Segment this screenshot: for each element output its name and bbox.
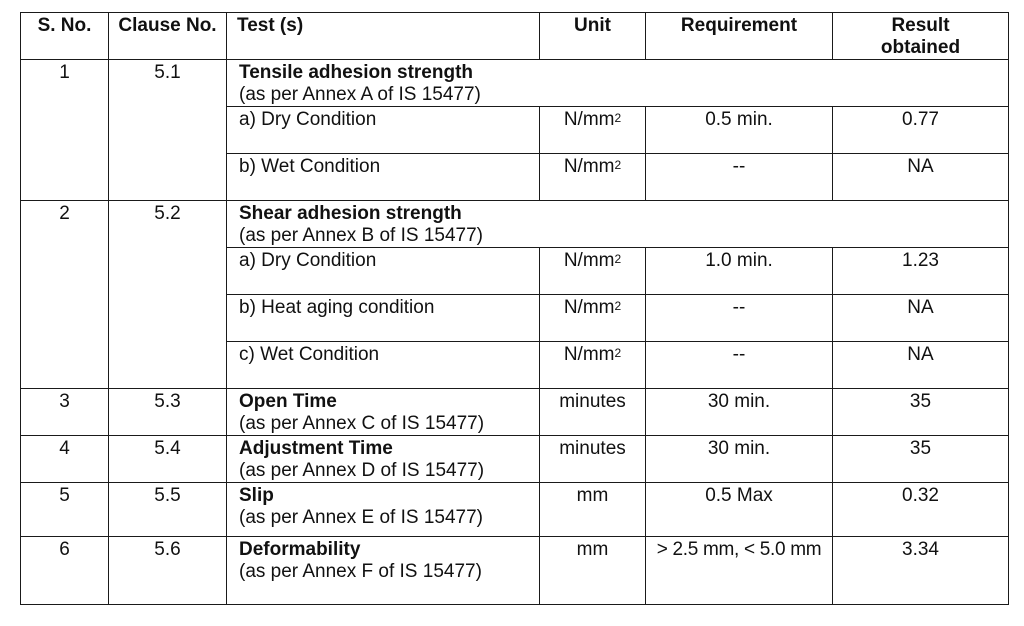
clause-cell: 5.6	[109, 537, 227, 605]
requirement-cell: 1.0 min.	[646, 248, 833, 295]
test-annex: (as per Annex C of IS 15477)	[239, 413, 485, 434]
test-annex: (as per Annex D of IS 15477)	[239, 460, 485, 481]
header-unit: Unit	[540, 13, 646, 60]
requirement-cell: --	[646, 342, 833, 389]
test-title: Tensile adhesion strength	[239, 62, 474, 83]
unit-cell: $N/mm^2$	[540, 154, 646, 201]
requirement-cell: > 2.5 mm, < 5.0 mm	[646, 537, 833, 605]
test-annex: (as per Annex E of IS 15477)	[239, 507, 483, 528]
sno-cell: 1	[21, 60, 109, 201]
header-requirement: Requirement	[646, 13, 833, 60]
unit-cell: mm	[540, 537, 646, 605]
test-cell	[227, 436, 540, 483]
test-cell: a) Dry Condition	[227, 248, 540, 295]
unit-cell: mm	[540, 483, 646, 537]
test-cell	[227, 483, 540, 537]
table-row	[21, 60, 1009, 107]
test-title: Slip	[239, 485, 274, 506]
unit-cell: $N/mm^2$	[540, 342, 646, 389]
result-cell: NA	[833, 154, 1009, 201]
test-title: Deformability	[239, 539, 361, 560]
test-cell: a) Dry Condition	[227, 107, 540, 154]
requirement-cell: --	[646, 295, 833, 342]
unit-cell: $N/mm^2$	[540, 248, 646, 295]
test-cell: c) Wet Condition	[227, 342, 540, 389]
test-annex: (as per Annex F of IS 15477)	[239, 561, 482, 582]
result-cell: 3.34	[833, 537, 1009, 605]
result-cell: 1.23	[833, 248, 1009, 295]
requirement-cell: 30 min.	[646, 389, 833, 436]
header-sno: S. No.	[21, 13, 109, 60]
table-row	[21, 537, 1009, 605]
result-cell: NA	[833, 295, 1009, 342]
clause-cell: 5.4	[109, 436, 227, 483]
test-results-table	[20, 12, 1009, 605]
table-row	[21, 436, 1009, 483]
header-result: Result obtained	[833, 13, 1009, 60]
sno-cell: 3	[21, 389, 109, 436]
requirement-cell: 30 min.	[646, 436, 833, 483]
clause-cell: 5.5	[109, 483, 227, 537]
test-cell	[227, 537, 540, 605]
unit-cell: $N/mm^2$	[540, 107, 646, 154]
test-annex: (as per Annex B of IS 15477)	[239, 225, 483, 246]
sno-cell: 4	[21, 436, 109, 483]
clause-cell: 5.3	[109, 389, 227, 436]
test-title-cell	[227, 60, 1009, 107]
test-title-cell	[227, 201, 1009, 248]
table-row	[21, 201, 1009, 248]
clause-cell: 5.1	[109, 60, 227, 201]
sno-cell: 2	[21, 201, 109, 389]
clause-cell: 5.2	[109, 201, 227, 389]
test-title: Shear adhesion strength	[239, 203, 462, 224]
unit-cell: $N/mm^2$	[540, 295, 646, 342]
header-clause: Clause No.	[109, 13, 227, 60]
requirement-cell: 0.5 Max	[646, 483, 833, 537]
sno-cell: 5	[21, 483, 109, 537]
table-row	[21, 483, 1009, 537]
result-cell: 35	[833, 436, 1009, 483]
requirement-cell: 0.5 min.	[646, 107, 833, 154]
sno-cell: 6	[21, 537, 109, 605]
test-cell	[227, 389, 540, 436]
table-row	[21, 389, 1009, 436]
test-cell: b) Wet Condition	[227, 154, 540, 201]
table-header-row	[21, 13, 1009, 60]
test-title: Open Time	[239, 391, 337, 412]
requirement-cell: --	[646, 154, 833, 201]
unit-cell: minutes	[540, 389, 646, 436]
unit-cell: minutes	[540, 436, 646, 483]
test-annex: (as per Annex A of IS 15477)	[239, 84, 481, 105]
header-test: Test (s)	[227, 13, 540, 60]
result-cell: 0.32	[833, 483, 1009, 537]
result-cell: NA	[833, 342, 1009, 389]
result-cell: 0.77	[833, 107, 1009, 154]
test-title: Adjustment Time	[239, 438, 393, 459]
result-cell: 35	[833, 389, 1009, 436]
test-cell: b) Heat aging condition	[227, 295, 540, 342]
